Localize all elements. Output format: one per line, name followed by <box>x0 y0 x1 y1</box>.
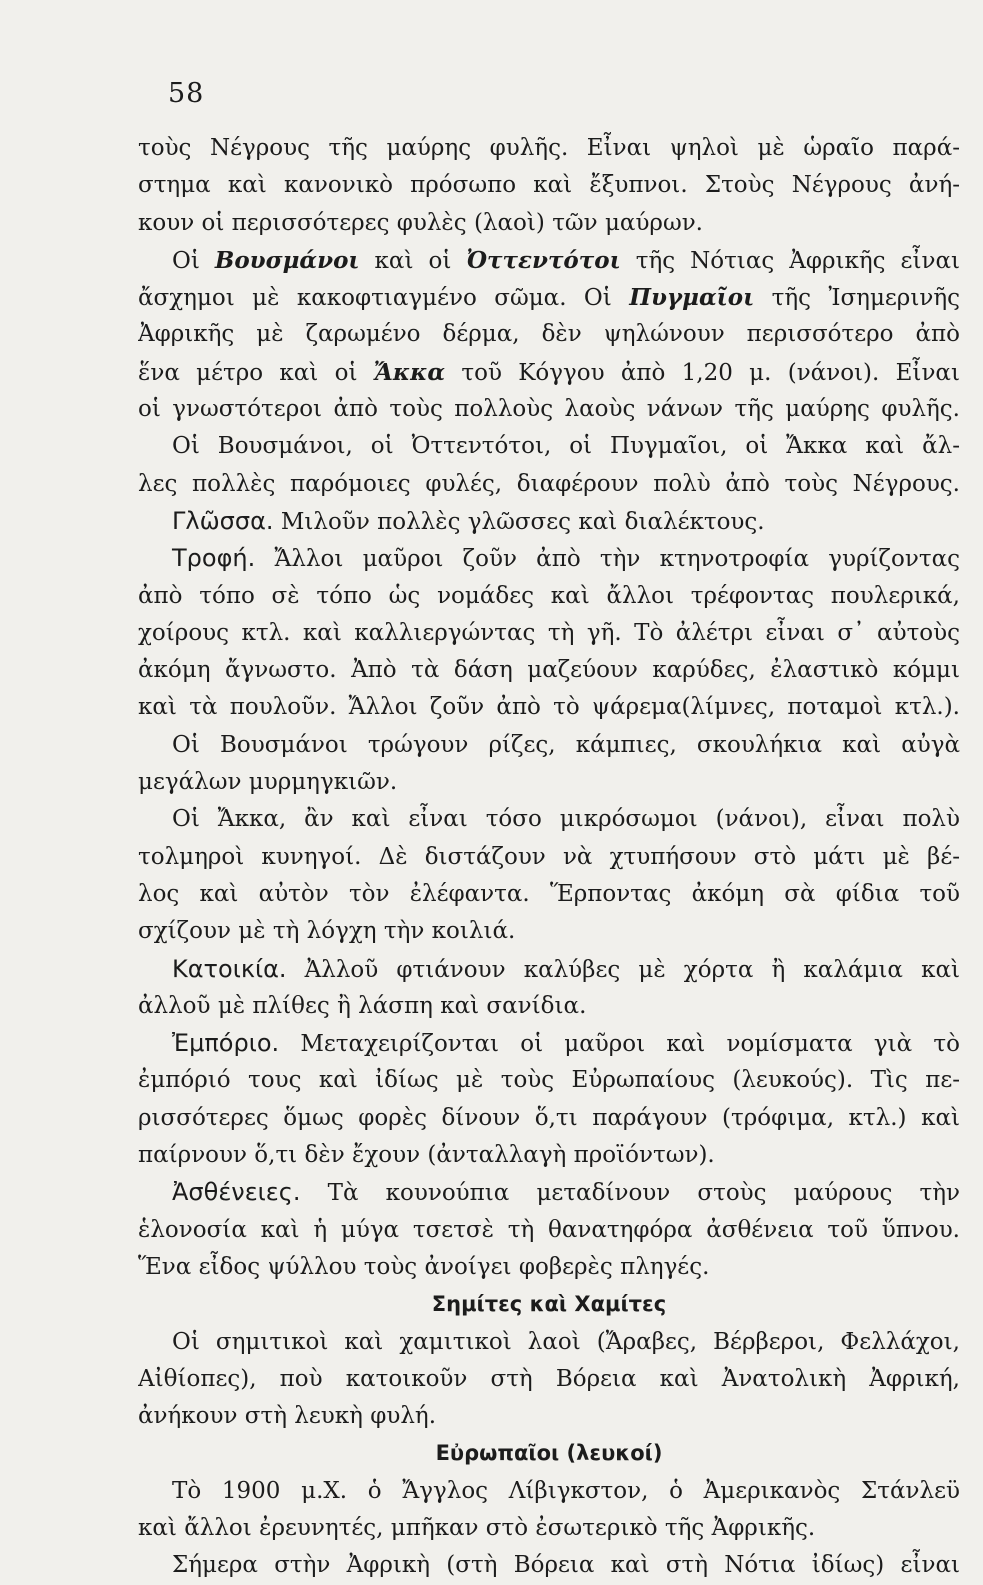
text-line: στημα καὶ κανονικὸ πρόσωπο καὶ ἔξυπνοι. Στοὺς Νέγρους ἀνή- <box>138 172 960 199</box>
body-text <box>138 130 960 1585</box>
text-line: Οἱ Βουσμάνοι τρώγουν ρίζες, κάμπιες, σκουλήκια καὶ αὐγὰ <box>172 731 960 758</box>
text-line <box>138 951 960 988</box>
text-run: καὶ οἱ <box>359 247 467 274</box>
emphasized-term: Βουσμάνοι <box>214 246 360 274</box>
text-line: ἀνήκουν στὴ λευκὴ φυλή. <box>138 1403 437 1430</box>
text-line: Ἕνα εἶδος ψύλλου τοὺς ἀνοίγει φοβερὲς πληγές. <box>138 1253 710 1280</box>
text-run: τοῦ Κόγγου ἀπὸ 1,20 μ. (νάνοι). Εἶναι <box>445 359 960 386</box>
text-run: ἄσχημοι μὲ κακοφτιαγμένο σῶμα. Οἱ <box>138 285 630 312</box>
text-line: λος καὶ αὐτὸν τὸν ἐλέφαντα. Ἕρποντας ἀκόμη σὰ φίδια τοῦ <box>138 880 960 907</box>
text-line: παίρνουν ὅ,τι δὲν ἔχουν (ἀνταλλαγὴ προϊόντων). <box>138 1142 715 1169</box>
text-run: Τὰ κουνούπια μεταδίνουν στοὺς μαύρους τὴν <box>300 1180 960 1207</box>
page-number: 58 <box>168 78 205 109</box>
text-line <box>138 354 960 391</box>
text-line: τολμηροὶ κυνηγοί. Δὲ διστάζουν νὰ χτυπήσουν στὸ μάτι μὲ βέ- <box>138 843 960 870</box>
text-line: Αἰθίοπες), ποὺ κατοικοῦν στὴ Βόρεια καὶ Ἀνατολικὴ Ἀφρική, <box>138 1365 960 1392</box>
text-line: Σήμερα στὴν Ἀφρικὴ (στὴ Βόρεια καὶ στὴ Νότια ἰδίως) εἶναι <box>172 1552 960 1579</box>
text-line <box>138 540 960 577</box>
text-line: καὶ ἄλλοι ἐρευνητές, μπῆκαν στὸ ἐσωτερικὸ τῆς Ἀφρικῆς. <box>138 1514 816 1541</box>
text-line: ἐμπόριό τους καὶ ἰδίως μὲ τοὺς Εὐρωπαίους (λευκούς). Τὶς πε- <box>138 1067 960 1094</box>
text-line: χοίρους κτλ. καὶ καλλιεργώντας τὴ γῆ. Τὸ ἀλέτρι εἶναι σ᾽ αὐτοὺς <box>138 619 960 646</box>
emphasized-term: Ὀττεντότοι <box>466 246 621 274</box>
emphasized-term: Πυγμαῖοι <box>629 284 755 312</box>
text-line: Ἀφρικῆς μὲ ζαρωμένο δέρμα, δὲν ψηλώνουν περισσότερο ἀπὸ <box>138 321 960 348</box>
text-line: Οἱ σημιτικοὶ καὶ χαμιτικοὶ λαοὶ (Ἄραβες, Βέρβεροι, Φελλάχοι, <box>172 1328 960 1355</box>
text-line: ἀπὸ τόπο σὲ τόπο ὡς νομάδες καὶ ἄλλοι τρέφοντας πουλερικά, <box>138 582 960 609</box>
text-line: Οἱ Ἄκκα, ἂν καὶ εἶναι τόσο μικρόσωμοι (νάνοι), εἶναι πολὺ <box>172 806 960 833</box>
text-line: Τὸ 1900 μ.Χ. ὁ Ἄγγλος Λίβιγκστον, ὁ Ἀμερικανὸς Στάνλεϋ <box>172 1477 960 1504</box>
text-line: μεγάλων μυρμηγκιῶν. <box>138 769 398 796</box>
text-line: ἀλλοῦ μὲ πλίθες ἢ λάσπη καὶ σανίδια. <box>138 992 587 1019</box>
text-run: Ἀλλοῦ φτιάνουν καλύβες μὲ χόρτα ἢ καλάμια καὶ <box>286 956 960 983</box>
text-run: Ἄλλοι μαῦροι ζοῦν ἀπὸ τὴν κτηνοτροφία γυρίζοντας <box>255 546 960 573</box>
text-run: Μεταχειρίζονται οἱ μαῦροι καὶ νομίσματα γιὰ τὸ <box>279 1031 960 1058</box>
emphasized-term: Ἄκκα <box>373 358 446 386</box>
text-line: καὶ τὰ πουλοῦν. Ἄλλοι ζοῦν ἀπὸ τὸ ψάρεμα(λίμνες, ποταμοὶ κτλ.). <box>138 694 960 721</box>
section-heading: Σημίτες καὶ Χαμίτες <box>431 1292 667 1317</box>
paragraph-lead: Ἐμπόριο. <box>172 1029 280 1058</box>
paragraph-lead: Γλῶσσα. <box>172 506 274 535</box>
text-line: ρισσότερες ὅμως φορὲς δίνουν ὅ,τι παράγουν (τρόφιμα, κτλ.) καὶ <box>138 1104 960 1131</box>
text-run: Οἱ <box>172 247 215 274</box>
text-line: ἑλονοσία καὶ ἡ μύγα τσετσὲ τὴ θανατηφόρα ἀσθένεια τοῦ ὕπνου. <box>138 1216 960 1243</box>
text-line: τοὺς Νέγρους τῆς μαύρης φυλῆς. Εἶναι ψηλοὶ μὲ ὡραῖο παρά- <box>138 135 960 161</box>
paragraph-lead: Τροφή. <box>172 544 256 573</box>
text-line: κουν οἱ περισσότερες φυλὲς (λαοὶ) τῶν μαύρων. <box>138 209 703 236</box>
text-line: σχίζουν μὲ τὴ λόγχη τὴν κοιλιά. <box>138 918 516 945</box>
text-line: οἱ γνωστότεροι ἀπὸ τοὺς πολλοὺς λαοὺς νάνων τῆς μαύρης φυλῆς. <box>138 396 960 423</box>
text-line <box>138 1025 960 1062</box>
text-run: Μιλοῦν πολλὲς γλῶσσες καὶ διαλέκτους. <box>273 508 765 535</box>
text-line <box>138 279 960 316</box>
text-line: Οἱ Βουσμάνοι, οἱ Ὀττεντότοι, οἱ Πυγμαῖοι, οἱ Ἄκκα καὶ ἄλ- <box>172 433 960 460</box>
text-run: τῆς Νότιας Ἀφρικῆς εἶναι <box>620 247 960 274</box>
paragraph-lead: Ἀσθένειες. <box>172 1178 301 1207</box>
text-line: ἀκόμη ἄγνωστο. Ἀπὸ τὰ δάση μαζεύουν καρύδες, ἐλαστικὸ κόμμι <box>138 657 960 684</box>
text-line <box>138 1174 960 1211</box>
paragraph-lead: Κατοικία. <box>172 954 287 983</box>
section-heading: Εὐρωπαῖοι (λευκοί) <box>435 1441 663 1466</box>
text-line <box>138 503 960 540</box>
text-run: τῆς Ἰσημερινῆς <box>754 285 960 312</box>
text-line <box>138 242 960 279</box>
text-line: λες πολλὲς παρόμοιες φυλές, διαφέρουν πολὺ ἀπὸ τοὺς Νέγρους. <box>138 470 960 497</box>
text-run: ἕνα μέτρο καὶ οἱ <box>138 359 374 386</box>
